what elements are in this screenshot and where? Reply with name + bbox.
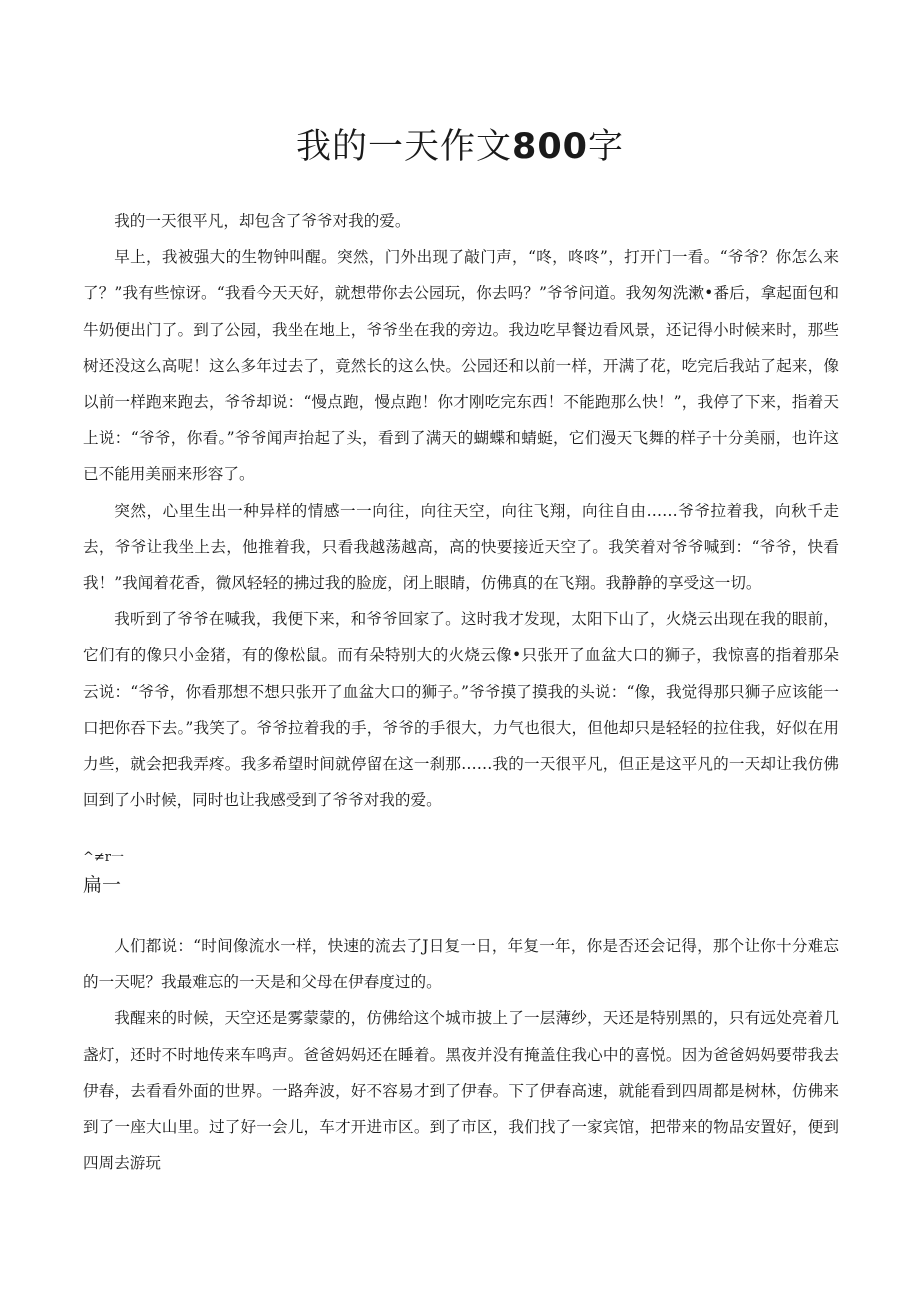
title-number: 800 [511, 127, 589, 167]
paragraph: 突然，心里生出一种异样的情感一一向往，向往天空，向往飞翔，向往自由……爷爷拉着我，向秋千走去，爷爷让我坐上去，他推着我，只看我越荡越高，高的快要接近天空了。我笑着对爷爷喊到：“爷爷，快看我！”我闻着花香，微风轻轻的拂过我的脸庞，闭上眼睛，仿佛真的在飞翔。我静静的享受这一切。 [83, 501, 839, 593]
title-suffix: 字 [588, 127, 625, 167]
paragraph: 我听到了爷爷在喊我，我便下来，和爷爷回家了。这时我才发现，太阳下山了，火烧云出现在我的眼前，它们有的像只小金猪，有的像松鼠。而有朵特别大的火烧云像•只张开了血盆大口的狮子，我惊喜的指着那朵云说：“爷爷，你看那想不想只张开了血盆大口的狮子。”爷爷摸了摸我的头说：“像，我觉得那只狮子应该能一口把你吞下去。”我笑了。爷爷拉着我的手，爷爷的手很大，力气也很大，但他却只是轻轻的拉住我，好似在用力些，就会把我弄疼。我多希望时间就停留在这一刹那……我的一天很平凡，但正是这平凡的一天却让我仿佛回到了小时候，同时也让我感受到了爷爷对我的爱。 [83, 610, 839, 810]
paragraph: 我醒来的时候，天空还是雾蒙蒙的，仿佛给这个城市披上了一层薄纱，天还是特别黑的，只有远处亮着几盏灯，还时不时地传来车鸣声。爸爸妈妈还在睡着。黑夜并没有掩盖住我心中的喜悦。因为爸爸妈妈要带我去伊春，去看看外面的世界。一路奔波，好不容易才到了伊春。下了伊春高速，就能看到四周都是树林，仿佛来到了一座大山里。过了好一会儿，车才开进市区。到了市区，我们找了一家宾馆，把带来的物品安置好，便到四周去游玩 [83, 1009, 839, 1173]
paragraph: 早上，我被强大的生物钟叫醒。突然，门外出现了敲门声，“咚，咚咚”，打开门一看。“爷爷？你怎么来了？”我有些惊讶。“我看今天天好，就想带你去公园玩，你去吗？”爷爷问道。我匆匆洗漱•番后，拿起面包和牛奶便出门了。到了公园，我坐在地上，爷爷坐在我的旁边。我边吃早餐边看风景，还记得小时候来时，那些树还没这么高呢！这么多年过去了，竟然长的这么快。公园还和以前一样，开满了花，吃完后我站了起来，像以前一样跑来跑去，爷爷却说：“慢点跑，慢点跑！你才刚吃完东西！不能跑那么快！”，我停了下来，指着天上说：“爷爷，你看。”爷爷闻声抬起了头，看到了满天的蝴蝶和蜻蜓，它们漫天飞舞的样子十分美丽，也许这已不能用美丽来形容了。 [83, 248, 839, 484]
section-marker: ^≠r一 [83, 850, 124, 865]
paragraph: 人们都说：“时间像流水一样，快速的流去了J日复一日，年复一年，你是否还会记得，那个让你十分难忘的一天呢？我最难忘的一天是和父母在伊春度过的。 [83, 937, 839, 992]
essay-section-2 [83, 928, 839, 1181]
paragraph: 我的一天很平凡，却包含了爷爷对我的爱。 [114, 212, 411, 230]
section-2-heading: 扁一 [83, 874, 122, 896]
title-prefix: 我的一天作文 [295, 127, 512, 167]
essay-section-1 [83, 203, 839, 818]
document-title [0, 122, 920, 172]
